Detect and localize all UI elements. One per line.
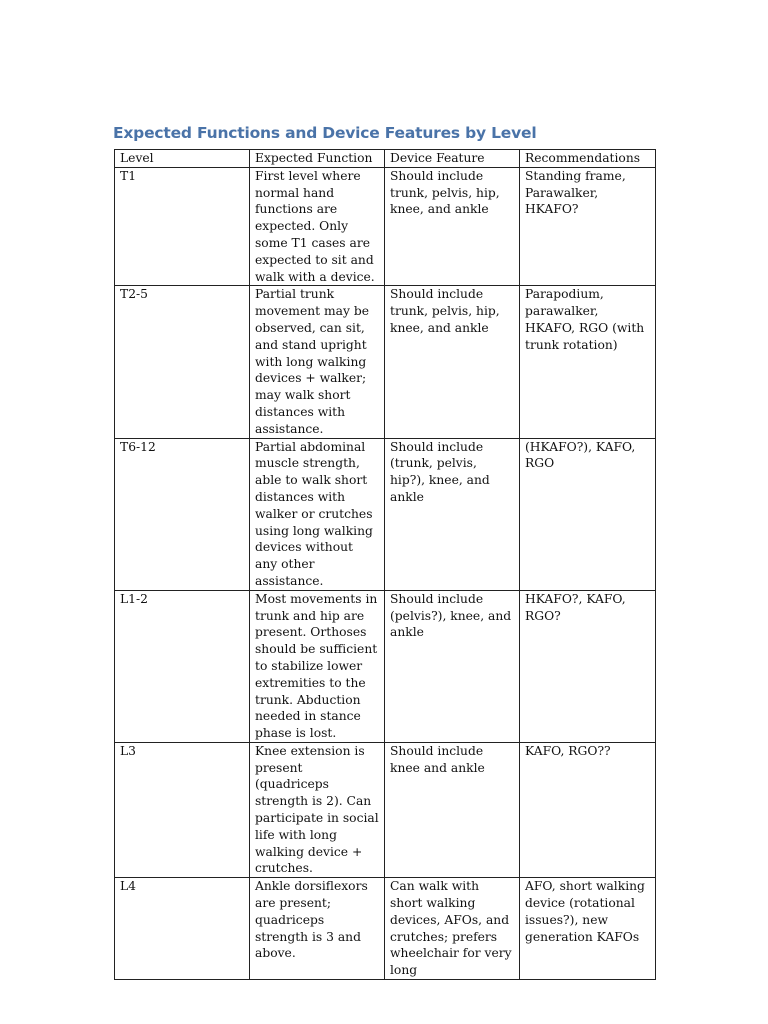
cell-recommendations: Parapodium, parawalker, HKAFO, RGO (with trunk rotation) [520, 286, 656, 438]
cell-device-feature: Should include (trunk, pelvis, hip?), knee, and ankle [385, 438, 520, 590]
cell-recommendations: Standing frame, Parawalker, HKAFO? [520, 167, 656, 286]
cell-expected-function: First level where normal hand functions are expected. Only some T1 cases are expected to sit and walk with a device. [250, 167, 385, 286]
cell-expected-function: Knee extension is present (quadriceps strength is 2). Can participate in social life with long walking device + crutches. [250, 742, 385, 877]
cell-level: T1 [115, 167, 250, 286]
cell-level: T2-5 [115, 286, 250, 438]
cell-device-feature: Should include trunk, pelvis, hip, knee, and ankle [385, 167, 520, 286]
cell-level: L4 [115, 878, 250, 980]
cell-recommendations: AFO, short walking device (rotational issues?), new generation KAFOs [520, 878, 656, 980]
column-header-recommendations: Recommendations [520, 150, 656, 168]
document-title: Expected Functions and Device Features by Level [113, 124, 537, 142]
cell-recommendations: (HKAFO?), KAFO, RGO [520, 438, 656, 590]
cell-expected-function: Ankle dorsiflexors are present; quadriceps strength is 3 and above. [250, 878, 385, 980]
column-header-level: Level [115, 150, 250, 168]
cell-level: T6-12 [115, 438, 250, 590]
table-row [115, 590, 656, 742]
cell-recommendations: HKAFO?, KAFO, RGO? [520, 590, 656, 742]
column-header-expected-function: Expected Function [250, 150, 385, 168]
cell-level: L1-2 [115, 590, 250, 742]
cell-device-feature: Should include knee and ankle [385, 742, 520, 877]
table-header-row [115, 150, 656, 168]
table-row [115, 167, 656, 286]
table-row [115, 438, 656, 590]
levels-table [114, 149, 656, 980]
cell-device-feature: Can walk with short walking devices, AFOs, and crutches; prefers wheelchair for very long [385, 878, 520, 980]
cell-recommendations: KAFO, RGO?? [520, 742, 656, 877]
table-row [115, 286, 656, 438]
cell-expected-function: Partial trunk movement may be observed, can sit, and stand upright with long walking devices + walker; may walk short distances with assistance. [250, 286, 385, 438]
cell-device-feature: Should include (pelvis?), knee, and ankle [385, 590, 520, 742]
cell-expected-function: Partial abdominal muscle strength, able to walk short distances with walker or crutches using long walking devices without any other assistance. [250, 438, 385, 590]
cell-expected-function: Most movements in trunk and hip are present. Orthoses should be sufficient to stabilize lower extremities to the trunk. Abduction needed in stance phase is lost. [250, 590, 385, 742]
column-header-device-feature: Device Feature [385, 150, 520, 168]
table-row [115, 878, 656, 980]
cell-device-feature: Should include trunk, pelvis, hip, knee, and ankle [385, 286, 520, 438]
table-row [115, 742, 656, 877]
cell-level: L3 [115, 742, 250, 877]
